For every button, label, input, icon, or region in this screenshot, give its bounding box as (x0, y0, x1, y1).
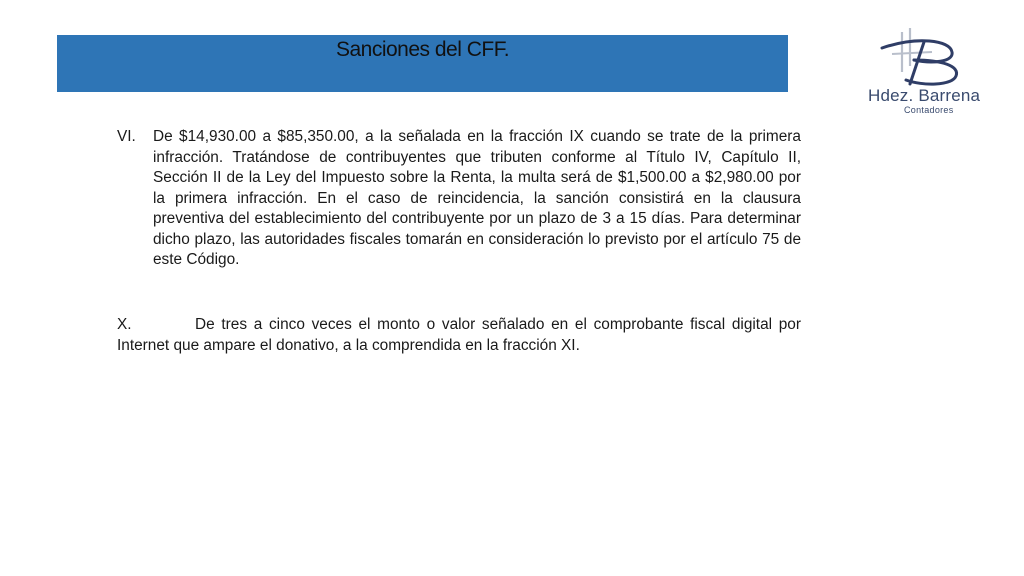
fraction-vi-number: VI. (117, 128, 136, 145)
fraction-x-number: X. (117, 316, 132, 333)
logo-subtitle: Contadores (904, 105, 954, 115)
fraction-x (117, 315, 801, 356)
logo-name: Hdez. Barrena (868, 86, 981, 105)
fraction-x-text: De tres a cinco veces el monto o valor señalado en el comprobante fiscal digital por Internet que ampare el donativo, a la comprendida en la fracción XI. (117, 316, 801, 354)
slide-title: Sanciones del CFF. (335, 38, 510, 61)
fraction-vi (117, 127, 801, 271)
title-bar (57, 35, 788, 92)
fraction-vi-text: De $14,930.00 a $85,350.00, a la señalada en la fracción IX cuando se trate de la primera infracción. Tratándose de contribuyentes que tributen conforme al Título IV, Capítulo II, Sección II de la Ley del Impuesto sobre la Renta, la multa será de $1,500.00 a $2,980.00 por la primera infracción. En el caso de reincidencia, la sanción consistirá en la clausura preventiva del establecimiento del contribuyente por un plazo de 3 a 15 días. Para determinar dicho plazo, las autoridades fiscales tomarán en consideración lo previsto por el artículo 75 de este Código. (153, 128, 801, 268)
